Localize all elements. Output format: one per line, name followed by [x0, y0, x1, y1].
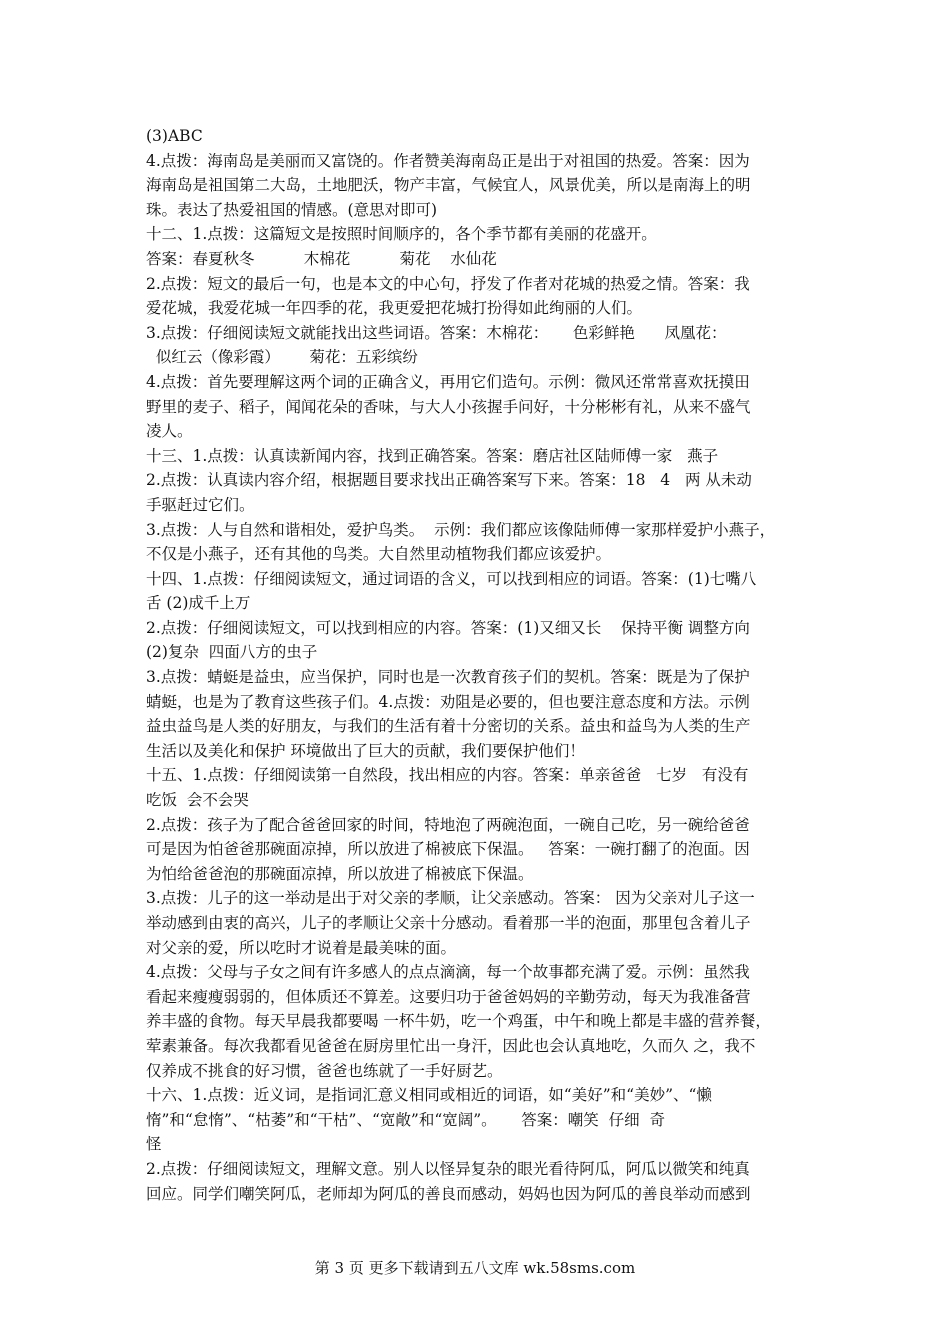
text-line: 十六、1.点拨：近义词，是指词汇意义相同或相近的词语，如“美好”和“美妙”、“懒: [146, 1086, 712, 1105]
text-line: 十五、1.点拨：仔细阅读第一自然段，找出相应的内容。答案：单亲爸爸 七岁 有没有: [146, 766, 749, 785]
text-line: 海南岛是祖国第二大岛，土地肥沃，物产丰富，气候宜人，风景优美，所以是南海上的明: [146, 176, 751, 195]
text-line: 可是因为怕爸爸那碗面凉掉，所以放进了棉被底下保温。 答案：一碗打翻了的泡面。因: [146, 840, 750, 859]
page-footer: 第 3 页 更多下载请到五八文库 wk.58sms.com: [314, 1259, 636, 1277]
text-line: 4.点拨：海南岛是美丽而又富饶的。作者赞美海南岛正是出于对祖国的热爱。答案：因为: [146, 151, 750, 170]
text-line: 怪: [146, 1135, 162, 1154]
text-line: 十四、1.点拨：仔细阅读短文，通过词语的含义，可以找到相应的词语。答案：(1)七嘴八: [146, 569, 757, 588]
text-line: 生活以及美化和保护 环境做出了巨大的贡献，我们要保护他们！: [146, 741, 585, 760]
text-line: 2.点拨：孩子为了配合爸爸回家的时间，特地泡了两碗泡面，一碗自己吃，另一碗给爸爸: [146, 815, 750, 834]
text-line: 3.点拨：蜻蜓是益虫，应当保护，同时也是一次教育孩子们的契机。答案：既是为了保护: [146, 668, 750, 687]
text-line: 不仅是小燕子，还有其他的鸟类。大自然里动植物我们都应该爱护。: [146, 545, 612, 564]
text-line: 对父亲的爱，所以吃时才说着是最美味的面。: [146, 938, 457, 957]
text-line: 野里的麦子、稻子，闻闻花朵的香味，与大人小孩握手问好，十分彬彬有礼，从来不盛气: [146, 397, 751, 416]
text-line: 十三、1.点拨：认真读新闻内容，找到正确答案。答案：磨店社区陆师傅一家 燕子: [146, 446, 719, 465]
text-line: 举动感到由衷的高兴，儿子的孝顺让父亲十分感动。看着那一半的泡面，那里包含着儿子: [146, 914, 751, 932]
text-line: 舌 (2)成千上万: [146, 594, 251, 613]
text-line: 仅养成不挑食的好习惯，爸爸也练就了一手好厨艺。: [146, 1061, 503, 1080]
text-line: (2)复杂 四面八方的虫子: [146, 643, 318, 662]
text-line: 3.点拨：人与自然和谐相处，爱护鸟类。 示例：我们都应该像陆师傅一家那样爱护小燕子，: [146, 520, 776, 539]
text-line: 2.点拨：仔细阅读短文，可以找到相应的内容。答案：(1)又细又长 保持平衡 调整方向: [146, 618, 750, 637]
text-line: 回应。同学们嘲笑阿瓜，老师却为阿瓜的善良而感动，妈妈也因为阿瓜的善良举动而感到: [146, 1184, 751, 1203]
text-line: 吃饭 会不会哭: [146, 791, 249, 810]
text-line: 4.点拨：首先要理解这两个词的正确含义，再用它们造句。示例：微风还常常喜欢抚摸田: [146, 372, 750, 391]
text-line: 益虫益鸟是人类的好朋友，与我们的生活有着十分密切的关系。益虫和益鸟为人类的生产: [146, 717, 751, 736]
text-line: 十二、1.点拨：这篇短文是按照时间顺序的，各个季节都有美丽的花盛开。: [146, 225, 657, 244]
text-line: (3)ABC: [146, 127, 203, 145]
text-line: 2.点拨：认真读内容介绍，根据题目要求找出正确答案写下来。答案：18 4 两 从未动: [146, 471, 752, 490]
text-line: 荤素兼备。每次我都看见爸爸在厨房里忙出一身汗，因此也会认真地吃，久而久 之，我不: [146, 1036, 756, 1055]
text-line: 爱花城，我爱花城一年四季的花，我更爱把花城打扮得如此绚丽的人们。: [146, 299, 643, 318]
text-line: 蜻蜓，也是为了教育这些孩子们。4.点拨：劝阻是必要的，但也要注意态度和方法。示例: [146, 692, 750, 711]
text-line: 3.点拨：仔细阅读短文就能找出这些词语。答案：木棉花： 色彩鲜艳 凤凰花：: [146, 323, 727, 342]
text-line: 手驱赶过它们。: [146, 495, 255, 514]
text-line: 养丰盛的食物。每天早晨我都要喝 一杯牛奶，吃一个鸡蛋，中午和晚上都是丰盛的营养餐，: [146, 1012, 771, 1031]
text-line: 2.点拨：仔细阅读短文，理解文意。别人以怪异复杂的眼光看待阿瓜，阿瓜以微笑和纯真: [146, 1159, 750, 1178]
text-line: 珠。表达了热爱祖国的情感。(意思对即可): [146, 200, 438, 219]
text-line: 惰”和“怠惰”、“枯萎”和“干枯”、“宽敞”和“宽阔”。 答案：嘲笑 仔细 奇: [146, 1110, 666, 1129]
text-line: 为怕给爸爸泡的那碗面凉掉，所以放进了棉被底下保温。: [146, 864, 534, 883]
document-body: [146, 124, 814, 1206]
text-line: 4.点拨：父母与子女之间有许多感人的点点滴滴，每一个故事都充满了爱。示例：虽然我: [146, 963, 750, 982]
text-line: 3.点拨：儿子的这一举动是出于对父亲的孝顺，让父亲感动。答案： 因为父亲对儿子这一: [146, 889, 755, 908]
text-line: 2.点拨：短文的最后一句，也是本文的中心句，抒发了作者对花城的热爱之情。答案：我: [146, 274, 750, 293]
text-line: 看起来瘦瘦弱弱的，但体质还不算差。这要归功于爸爸妈妈的辛勤劳动，每天为我准备营: [146, 987, 751, 1006]
text-line: 答案：春夏秋冬 木棉花 菊花 水仙花: [146, 249, 497, 268]
text-line: 似红云（像彩霞） 菊花：五彩缤纷: [146, 348, 418, 367]
text-line: 凌人。: [146, 422, 193, 441]
